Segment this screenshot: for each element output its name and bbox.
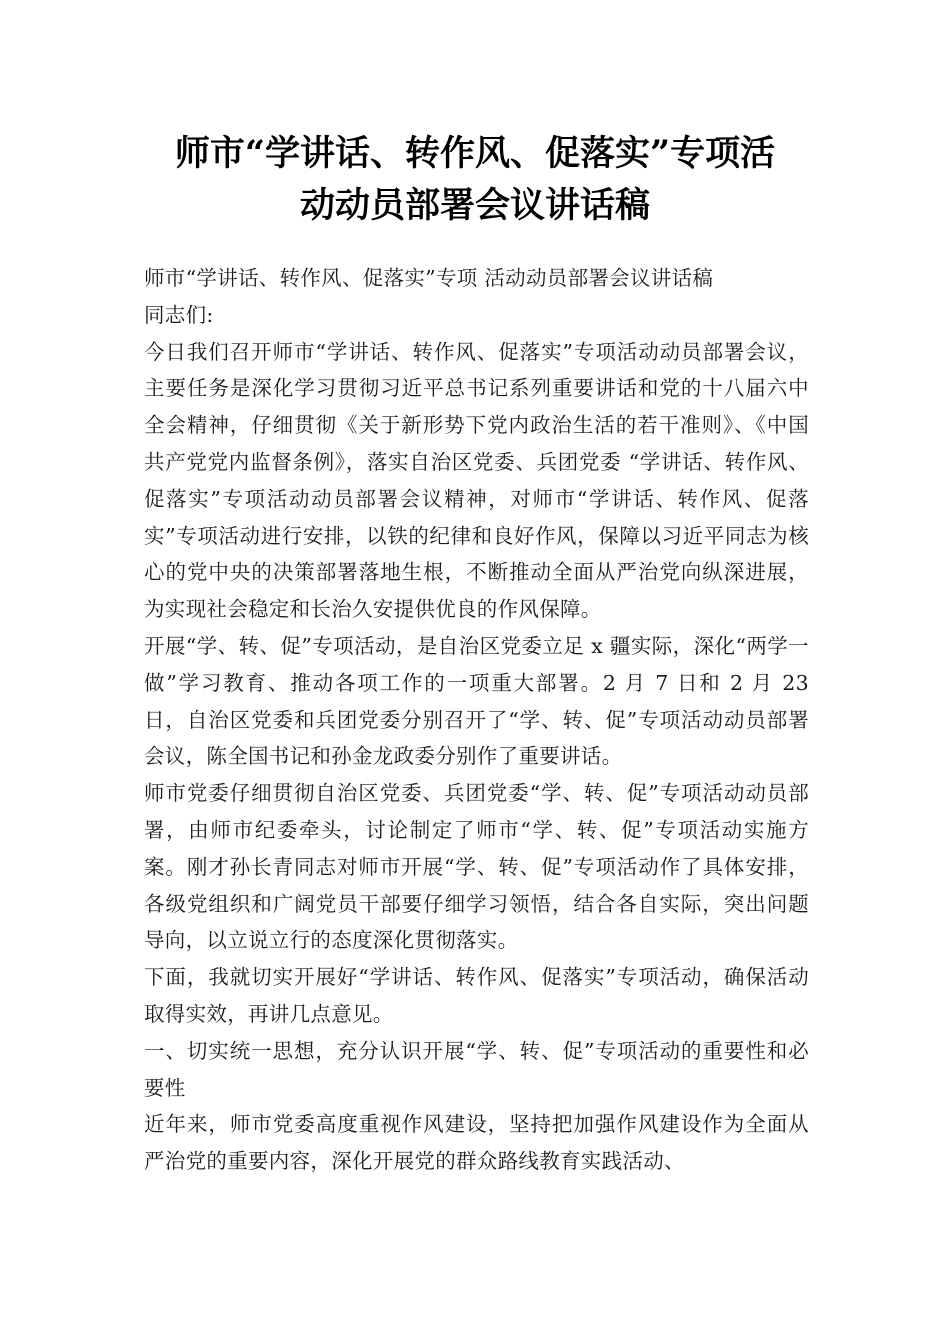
body-paragraph: 师市党委仔细贯彻自治区党委、兵团党委“学、转、促”专项活动动员部署，由师市纪委牵头，讨论制定了师市“学、转、促”专项活动实施方案。刚才孙长青同志对师市开展“学、转、促”专项活动作了具体安排，各级党组织和广阔党员干部要仔细学习领悟，结合各自实际，突出问题导向，以立说立行的态度深化贯彻落实。: [144, 781, 809, 953]
subtitle-line: 师市“学讲话、转作风、促落实”专项 活动动员部署会议讲话稿: [144, 266, 714, 290]
body-paragraph: 近年来，师市党委高度重视作风建设，坚持把加强作风建设作为全面从严治党的重要内容，深化开展党的群众路线教育实践活动、: [144, 1112, 809, 1174]
section-heading: 一、切实统一思想，充分认识开展“学、转、促”专项活动的重要性和必要性: [144, 1038, 809, 1100]
document-title: [120, 128, 830, 232]
body-paragraph: 下面，我就切实开展好“学讲话、转作风、促落实”专项活动，确保活动取得实效，再讲几点意见。: [144, 965, 809, 1026]
salutation: 同志们:: [144, 302, 214, 327]
body-paragraph: 今日我们召开师市“学讲话、转作风、促落实”专项活动动员部署会议，主要任务是深化学习贯彻习近平总书记系列重要讲话和党的十八届六中全会精神，仔细贯彻《关于新形势下党内政治生活的若干准则》、《中国共产党党内监督条例》，落实自治区党委、兵团党委 “学讲话、转作风、促落实”专项活动动员部署会议精神，对师市“学讲话、转作风、促落实”专项活动进行安排，以铁的纪律和良好作风，保障以习近平同志为核心的党中央的决策部署落地生根，不断推动全面从严治党向纵深进展，为实现社会稳定和长治久安提供优良的作风保障。: [144, 339, 809, 622]
document-body: [144, 260, 809, 1180]
body-paragraph: 开展“学、转、促”专项活动，是自治区党委立足 x 疆实际，深化“两学一做”学习教育、推动各项工作的一项重大部署。2 月 7 日和 2 月 23 日，自治区党委和兵团党委分别召开了“学、转、促”专项活动动员部署会议，陈全国书记和孙金龙政委分别作了重要讲话。: [144, 633, 809, 769]
title-line-2: 动动员部署会议讲话稿: [299, 185, 650, 226]
title-line-1: 师市“学讲话、转作风、促落实”专项活: [174, 133, 776, 174]
